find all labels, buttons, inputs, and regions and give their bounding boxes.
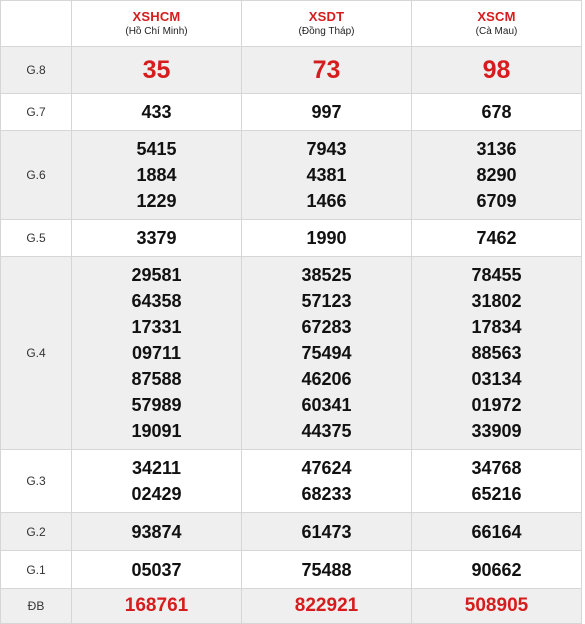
- special-prize-number: 822921: [294, 595, 359, 616]
- prize-number: 38525: [301, 265, 352, 285]
- prize-row-g1: [1, 551, 582, 589]
- prize-cell: [412, 131, 582, 220]
- prize-row-g2: [1, 513, 582, 551]
- prize-row-g5: [1, 220, 582, 257]
- prize-cell: [72, 47, 242, 94]
- prize-cell: [72, 513, 242, 551]
- prize-row-g8: [1, 47, 582, 94]
- prize-number: 678: [481, 102, 512, 122]
- prize-number: 47624: [301, 458, 352, 478]
- prize-cell: [72, 450, 242, 513]
- prize-number: 93874: [131, 521, 182, 542]
- prize-number: 7462: [476, 228, 517, 248]
- prize-cell: [412, 513, 582, 551]
- prize-number: 33909: [471, 421, 522, 441]
- prize-number: 6709: [476, 191, 517, 211]
- prize-number: 46206: [301, 369, 352, 389]
- prize-label: G.3: [1, 450, 72, 513]
- province-name: (Đồng Tháp): [298, 26, 355, 37]
- prize-cell: [242, 551, 412, 589]
- province-name: (Cà Mau): [475, 26, 518, 37]
- prize-number: 5415: [136, 139, 177, 159]
- prize-number: 65216: [471, 484, 522, 504]
- prize-number: 19091: [131, 421, 182, 441]
- prize-row-g7: [1, 94, 582, 131]
- prize-cell: [242, 513, 412, 551]
- province-header-hcm[interactable]: [72, 1, 242, 47]
- prize-cell: [242, 450, 412, 513]
- prize-number: 4381: [306, 165, 347, 185]
- prize-number: 78455: [471, 265, 522, 285]
- prize-row-g6: [1, 131, 582, 220]
- prize-number: 34211: [131, 458, 182, 478]
- special-prize-number: 168761: [124, 595, 189, 616]
- prize-number: 31802: [471, 291, 522, 311]
- prize-number: 1229: [136, 191, 177, 211]
- prize-number: 03134: [471, 369, 522, 389]
- header-row: [1, 1, 582, 47]
- special-prize-number: 508905: [464, 595, 529, 616]
- province-header-cm[interactable]: [412, 1, 582, 47]
- prize-number: 17331: [131, 317, 182, 337]
- prize-row-g3: [1, 450, 582, 513]
- prize-number: 57989: [131, 395, 182, 415]
- prize-cell: [412, 220, 582, 257]
- prize-label: G.7: [1, 94, 72, 131]
- prize-number: 1466: [306, 191, 347, 211]
- prize-number: 7943: [306, 139, 347, 159]
- province-code[interactable]: XSCM: [477, 9, 516, 24]
- prize-label: G.1: [1, 551, 72, 589]
- prize-cell: [412, 94, 582, 131]
- prize-number: 44375: [301, 421, 352, 441]
- prize-label: G.2: [1, 513, 72, 551]
- prize-number: 34768: [471, 458, 522, 478]
- header-corner: [1, 1, 72, 47]
- prize-label: G.5: [1, 220, 72, 257]
- prize-cell: [412, 589, 582, 624]
- prize-cell: [412, 47, 582, 94]
- province-name: (Hồ Chí Minh): [125, 26, 188, 37]
- prize-number: 1884: [136, 165, 177, 185]
- prize-number: 60341: [301, 395, 352, 415]
- province-code[interactable]: XSDT: [308, 9, 345, 24]
- prize-row-special: [1, 589, 582, 624]
- prize-number: 1990: [306, 228, 347, 248]
- prize-number: 68233: [301, 484, 352, 504]
- prize-number: 67283: [301, 317, 352, 337]
- prize-number: 01972: [471, 395, 522, 415]
- prize-number: 64358: [131, 291, 182, 311]
- prize-row-g4: [1, 257, 582, 450]
- prize-cell: [412, 551, 582, 589]
- prize-number: 29581: [131, 265, 182, 285]
- prize-cell: [242, 131, 412, 220]
- prize-cell: [72, 589, 242, 624]
- province-header-dt[interactable]: [242, 1, 412, 47]
- prize-number: 3379: [136, 228, 177, 248]
- prize-cell: [72, 551, 242, 589]
- prize-number: 88563: [471, 343, 522, 363]
- prize-number: 02429: [131, 484, 182, 504]
- prize-number: 17834: [471, 317, 522, 337]
- prize-number: 75488: [301, 559, 352, 580]
- prize-cell: [72, 131, 242, 220]
- province-code[interactable]: XSHCM: [132, 9, 181, 24]
- prize-number: 997: [311, 102, 342, 122]
- prize-cell: [72, 257, 242, 450]
- prize-cell: [242, 47, 412, 94]
- prize-number: 90662: [471, 559, 522, 580]
- prize-number: 3136: [476, 139, 517, 159]
- prize-number: 66164: [471, 521, 522, 542]
- prize-cell: [242, 94, 412, 131]
- prize-label: ĐB: [1, 589, 72, 624]
- prize-number: 57123: [301, 291, 352, 311]
- prize-cell: [412, 450, 582, 513]
- prize-number: 73: [312, 56, 341, 84]
- prize-number: 05037: [131, 559, 182, 580]
- prize-number: 75494: [301, 343, 352, 363]
- prize-number: 433: [141, 102, 172, 122]
- prize-number: 98: [482, 56, 511, 84]
- prize-label: G.6: [1, 131, 72, 220]
- prize-number: 35: [142, 56, 171, 84]
- prize-number: 8290: [476, 165, 517, 185]
- prize-cell: [242, 589, 412, 624]
- prize-cell: [242, 220, 412, 257]
- prize-cell: [72, 94, 242, 131]
- prize-cell: [242, 257, 412, 450]
- prize-label: G.4: [1, 257, 72, 450]
- prize-number: 61473: [301, 521, 352, 542]
- prize-number: 87588: [131, 369, 182, 389]
- prize-cell: [72, 220, 242, 257]
- prize-number: 09711: [131, 343, 182, 363]
- prize-cell: [412, 257, 582, 450]
- prize-label: G.8: [1, 47, 72, 94]
